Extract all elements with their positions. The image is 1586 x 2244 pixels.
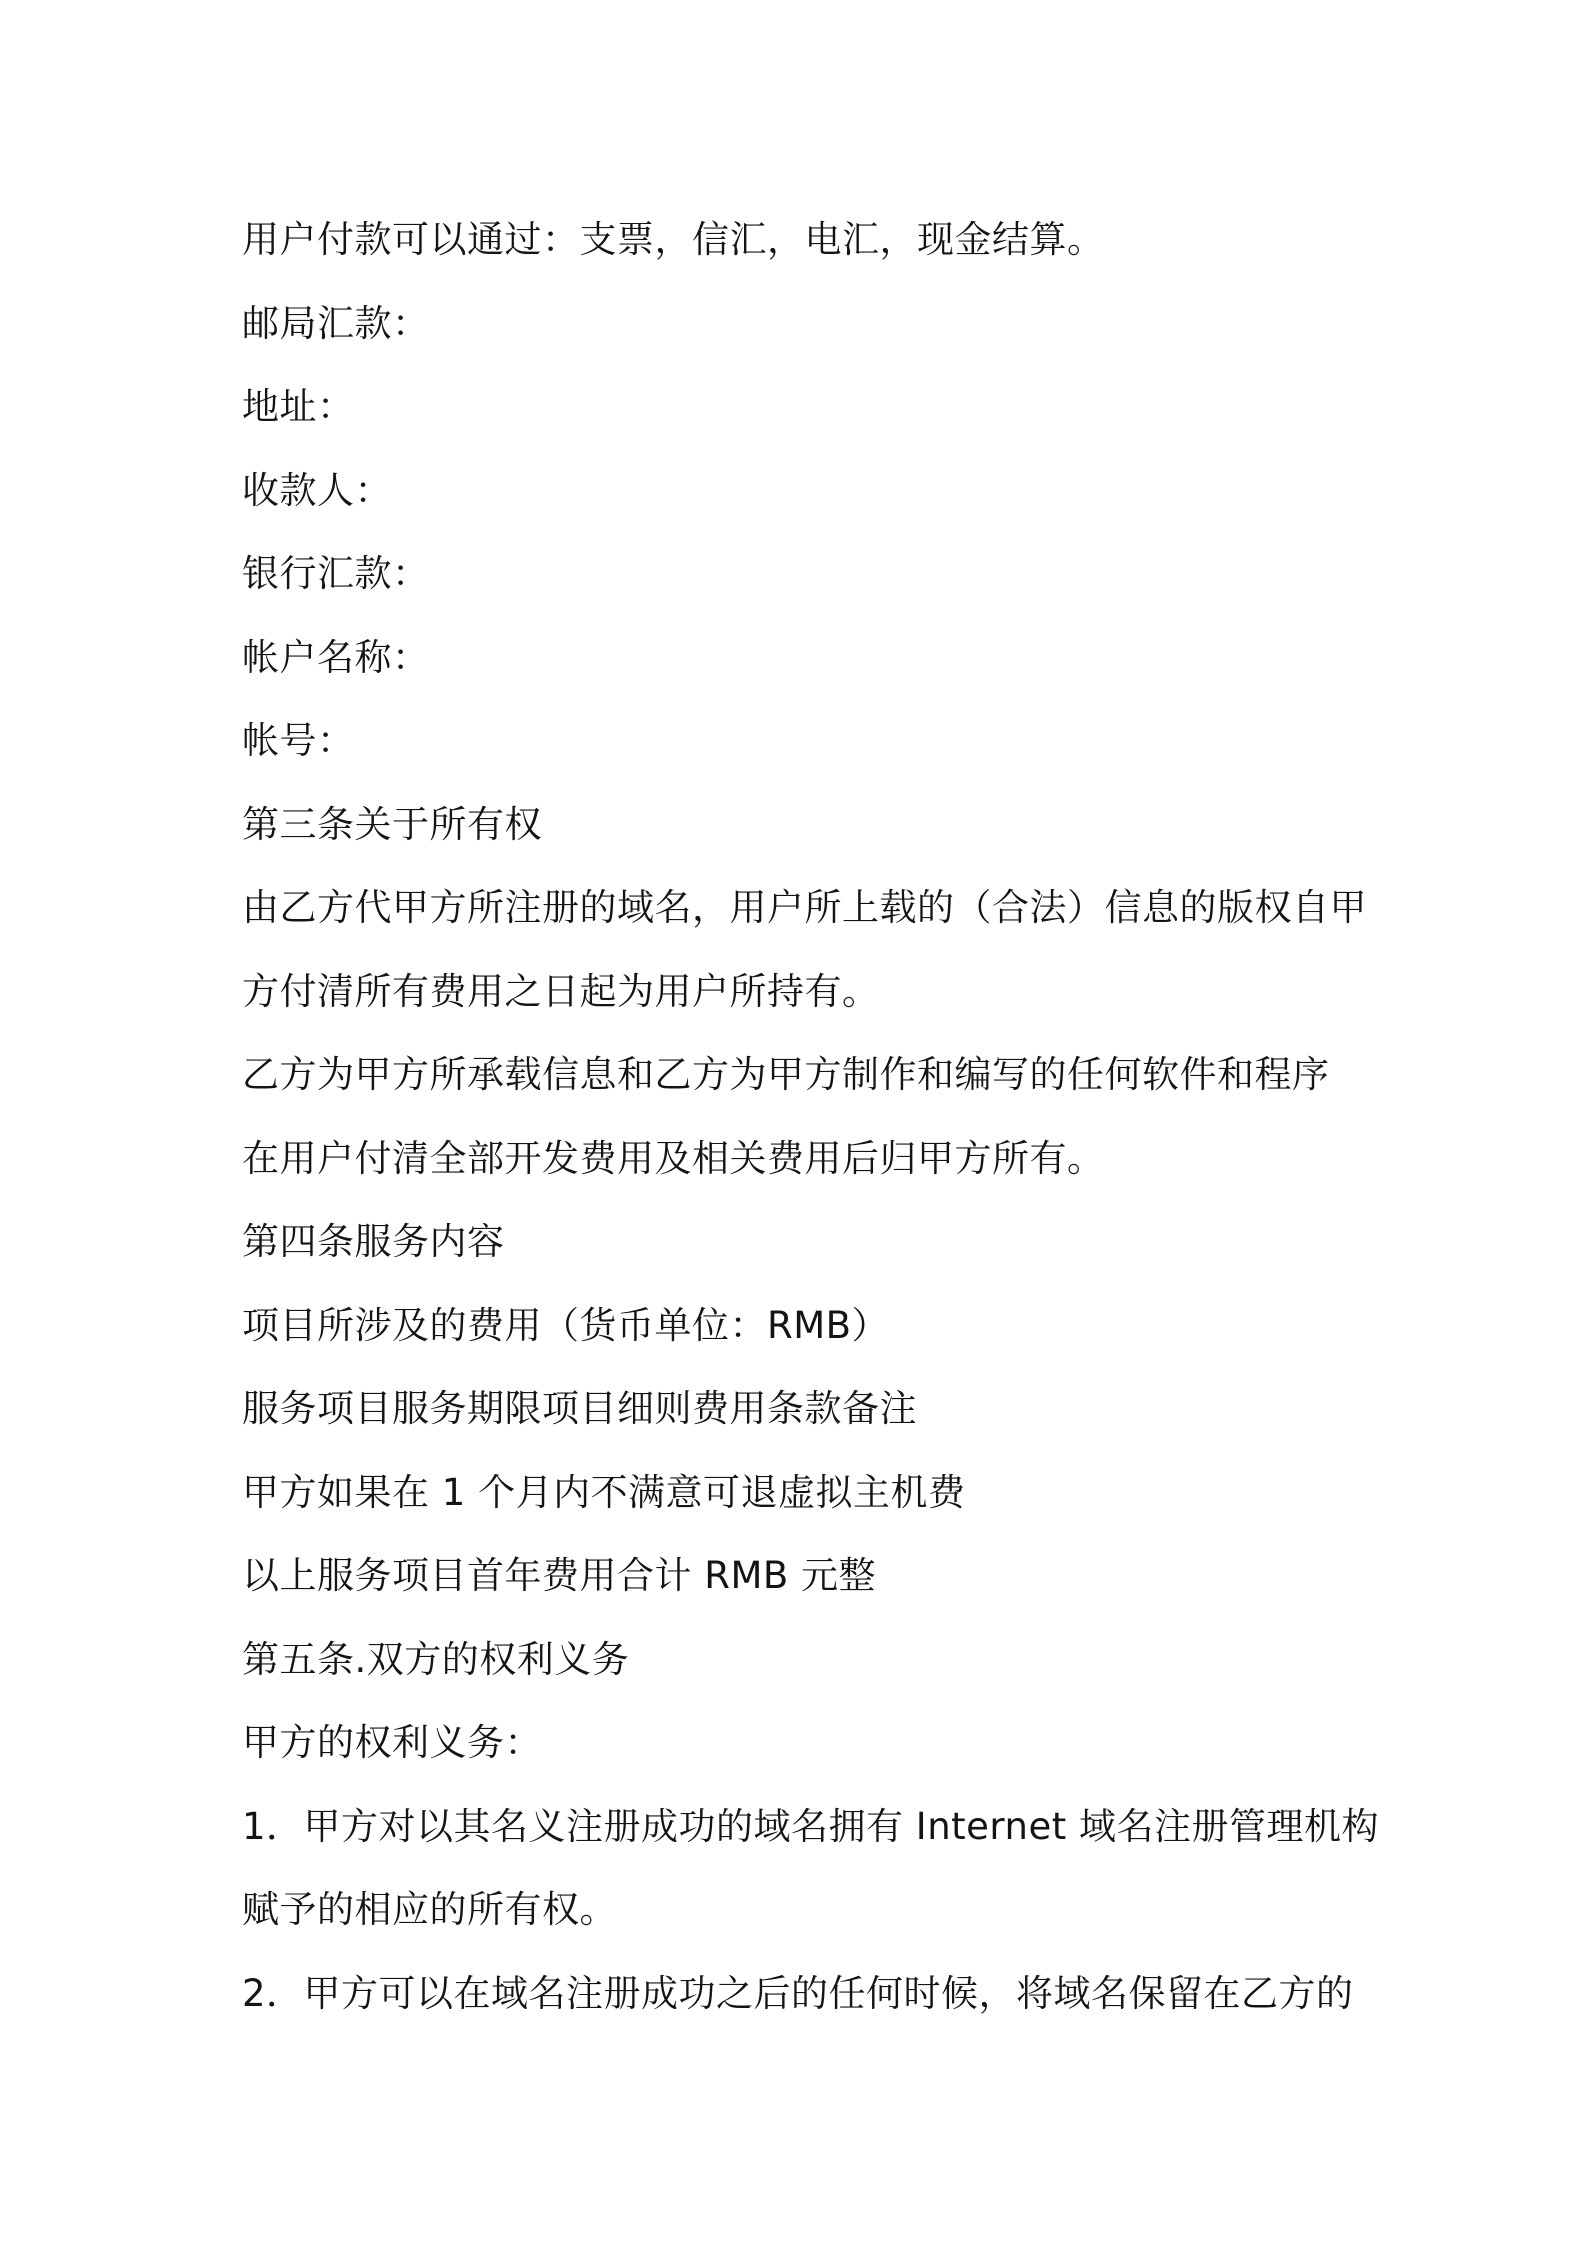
postal-remittance-label: 邮局汇款：: [242, 301, 430, 345]
article-four-heading: 第四条服务内容: [242, 1220, 505, 1263]
payment-methods-line: 用户付款可以通过：支票，信汇，电汇，现金结算。: [242, 218, 1105, 261]
address-label: 地址：: [242, 385, 355, 428]
article-five-heading: 第五条.双方的权利义务: [242, 1637, 630, 1681]
party-a-rights-heading: 甲方的权利义务：: [242, 1721, 542, 1764]
ownership-paragraph-line-1: 由乙方代甲方所注册的域名，用户所上载的（合法）信息的版权自甲: [242, 886, 1367, 929]
clause-1-line-1: 1．甲方对以其名义注册成功的域名拥有 Internet 域名注册管理机构: [242, 1804, 1379, 1848]
project-fees-line: 项目所涉及的费用（货币单位：RMB）: [242, 1303, 890, 1347]
software-ownership-line-1: 乙方为甲方所承载信息和乙方为甲方制作和编写的任何软件和程序: [242, 1053, 1330, 1096]
payee-label: 收款人：: [242, 468, 392, 512]
account-name-label: 帐户名称：: [242, 635, 430, 679]
clause-1-line-2: 赋予的相应的所有权。: [242, 1888, 617, 1931]
article-three-heading: 第三条关于所有权: [242, 802, 542, 846]
service-table-header-line: 服务项目服务期限项目细则费用条款备注: [242, 1387, 917, 1430]
refund-policy-line: 甲方如果在 1 个月内不满意可退虚拟主机费: [242, 1470, 966, 1514]
clause-2-line-1: 2．甲方可以在域名注册成功之后的任何时候，将域名保留在乙方的: [242, 1971, 1354, 2015]
software-ownership-line-2: 在用户付清全部开发费用及相关费用后归甲方所有。: [242, 1136, 1105, 1180]
account-number-label: 帐号：: [242, 719, 355, 762]
first-year-total-line: 以上服务项目首年费用合计 RMB 元整: [242, 1554, 877, 1597]
document-body: [242, 198, 1379, 2035]
bank-remittance-label: 银行汇款：: [242, 552, 430, 595]
ownership-paragraph-line-2: 方付清所有费用之日起为用户所持有。: [242, 969, 880, 1013]
